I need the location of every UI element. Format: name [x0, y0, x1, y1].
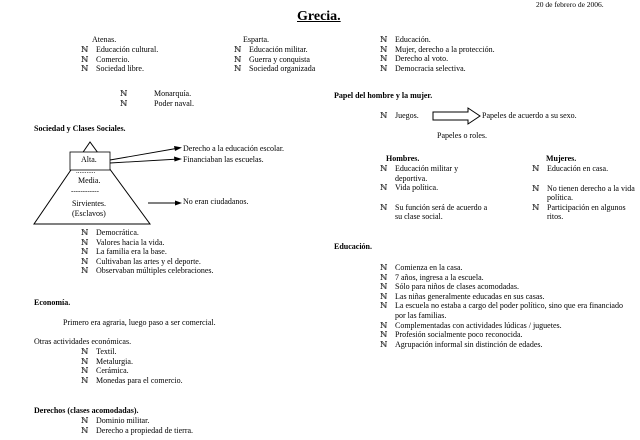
list-item: ℕ Educación.	[380, 35, 495, 45]
esparta-heading: Esparta.	[243, 35, 269, 44]
educacion-heading: Educación.	[334, 242, 373, 251]
list-item: ℕ Poder naval.	[120, 99, 194, 109]
list-item: ℕ Participación en algunos ritos.	[532, 203, 637, 222]
list-item: ℕ Las niñas generalmente educadas en sus casas.	[380, 292, 630, 302]
list-item: ℕ Educación militar y deportiva.	[380, 164, 490, 183]
arrow-to-financiaban	[110, 159, 179, 163]
pyramid-label-esclavos: (Esclavos)	[72, 209, 106, 218]
list-item: ℕ Educación en casa.	[532, 164, 637, 174]
otras-heading: Otras actividades económicas.	[34, 337, 132, 346]
hombres-heading: Hombres.	[386, 154, 420, 163]
list-item: ℕ Sociedad libre.	[81, 64, 158, 74]
list-item: ℕ Cerámica.	[81, 366, 183, 376]
derechos-heading: Derechos (clases acomodadas).	[34, 406, 139, 415]
list-item: ℕ 7 años, ingresa a la escuela.	[380, 273, 630, 283]
arrow-text-no-ciudadanos: No eran ciudadanos.	[183, 197, 249, 206]
juegos-list	[380, 111, 419, 121]
list-item: ℕ Complementadas con actividades lúdicas / juguetes.	[380, 321, 630, 331]
list-item: ℕ Profesión socialmente poco reconocida.	[380, 330, 630, 340]
economia-heading: Economía.	[34, 298, 71, 307]
list-item: ℕ Derecho al voto.	[380, 54, 495, 64]
atenas-list	[81, 45, 158, 74]
block-arrow-icon	[432, 107, 482, 125]
list-item: ℕ Sociedad organizada	[234, 64, 319, 74]
top-right-list	[380, 35, 495, 73]
arrow-to-derecho	[110, 148, 179, 160]
papel-arrow-text: Papeles de acuerdo a su sexo.	[482, 111, 577, 120]
mujeres-list	[532, 164, 637, 222]
list-item: ℕ Democracia selectiva.	[380, 64, 495, 74]
esparta-list	[234, 45, 319, 74]
pyramid-dots: ...........	[76, 167, 96, 175]
hombres-list	[380, 164, 490, 222]
list-item: ℕ La familia era la base.	[81, 247, 214, 257]
list-item: ℕ Derecho a propiedad de tierra.	[81, 426, 193, 436]
list-item: ℕ Textil.	[81, 347, 183, 357]
arrowhead-2	[174, 157, 182, 162]
economia-list	[81, 347, 183, 385]
list-item: ℕ Educación militar.	[234, 45, 319, 55]
date-label: 20 de febrero de 2006.	[536, 0, 604, 9]
mujeres-heading: Mujeres.	[546, 154, 577, 163]
list-item: ℕ Juegos.	[380, 111, 419, 121]
pyramid-dashes: ------------	[71, 187, 99, 195]
list-item: ℕ Comienza en la casa.	[380, 263, 630, 273]
educacion-list	[380, 263, 630, 349]
atenas-heading: Atenas.	[92, 35, 117, 44]
arrowhead-3	[175, 201, 182, 206]
list-item: ℕ Mujer, derecho a la protección.	[380, 45, 495, 55]
list-item: ℕ Sólo para niños de clases acomodadas.	[380, 282, 630, 292]
derechos-list	[81, 416, 193, 435]
list-item: ℕ Cultivaban las artes y el deporte.	[81, 257, 214, 267]
arrow-text-derecho: Derecho a la educación escolar.	[183, 144, 285, 153]
sociedad-list	[81, 228, 214, 276]
arrow-text-financiaban: Financiaban las escuelas.	[183, 155, 264, 164]
list-item: ℕ La escuela no estaba a cargo del poder político, sino que era financiado por las familias.	[380, 301, 630, 320]
list-item: ℕ No tienen derecho a la vida política.	[532, 184, 637, 203]
papel-roles-label: Papeles o roles.	[437, 131, 487, 140]
list-item: ℕ Guerra y conquista	[234, 55, 319, 65]
list-item: ℕ Democrática.	[81, 228, 214, 238]
list-item: ℕ Vida política.	[380, 183, 490, 193]
list-item: ℕ Valores hacia la vida.	[81, 238, 214, 248]
sociedad-heading: Sociedad y Clases Sociales.	[34, 124, 126, 133]
list-item: ℕ Metalurgia.	[81, 357, 183, 367]
page-title: Grecia.	[297, 9, 341, 24]
papel-heading: Papel del hombre y la mujer.	[334, 91, 433, 100]
list-item: ℕ Monedas para el comercio.	[81, 376, 183, 386]
list-item: ℕ Monarquía.	[120, 89, 194, 99]
list-item: ℕ Comercio.	[81, 55, 158, 65]
pyramid-label-sirvientes: Sirvientes.	[72, 199, 106, 208]
gobierno-list	[120, 89, 194, 108]
list-item: ℕ Su función será de acuerdo a su clase social.	[380, 203, 490, 222]
list-item: ℕ Educación cultural.	[81, 45, 158, 55]
list-item: ℕ Observaban múltiples celebraciones.	[81, 266, 214, 276]
arrowhead-1	[174, 146, 182, 151]
list-item: ℕ Agrupación informal sin distinción de edades.	[380, 340, 630, 350]
economia-text: Primero era agraria, luego paso a ser comercial.	[63, 318, 216, 327]
list-item: ℕ Dominio militar.	[81, 416, 193, 426]
pyramid-label-media: Media.	[78, 176, 101, 185]
pyramid-label-alta: Alta.	[81, 155, 97, 164]
